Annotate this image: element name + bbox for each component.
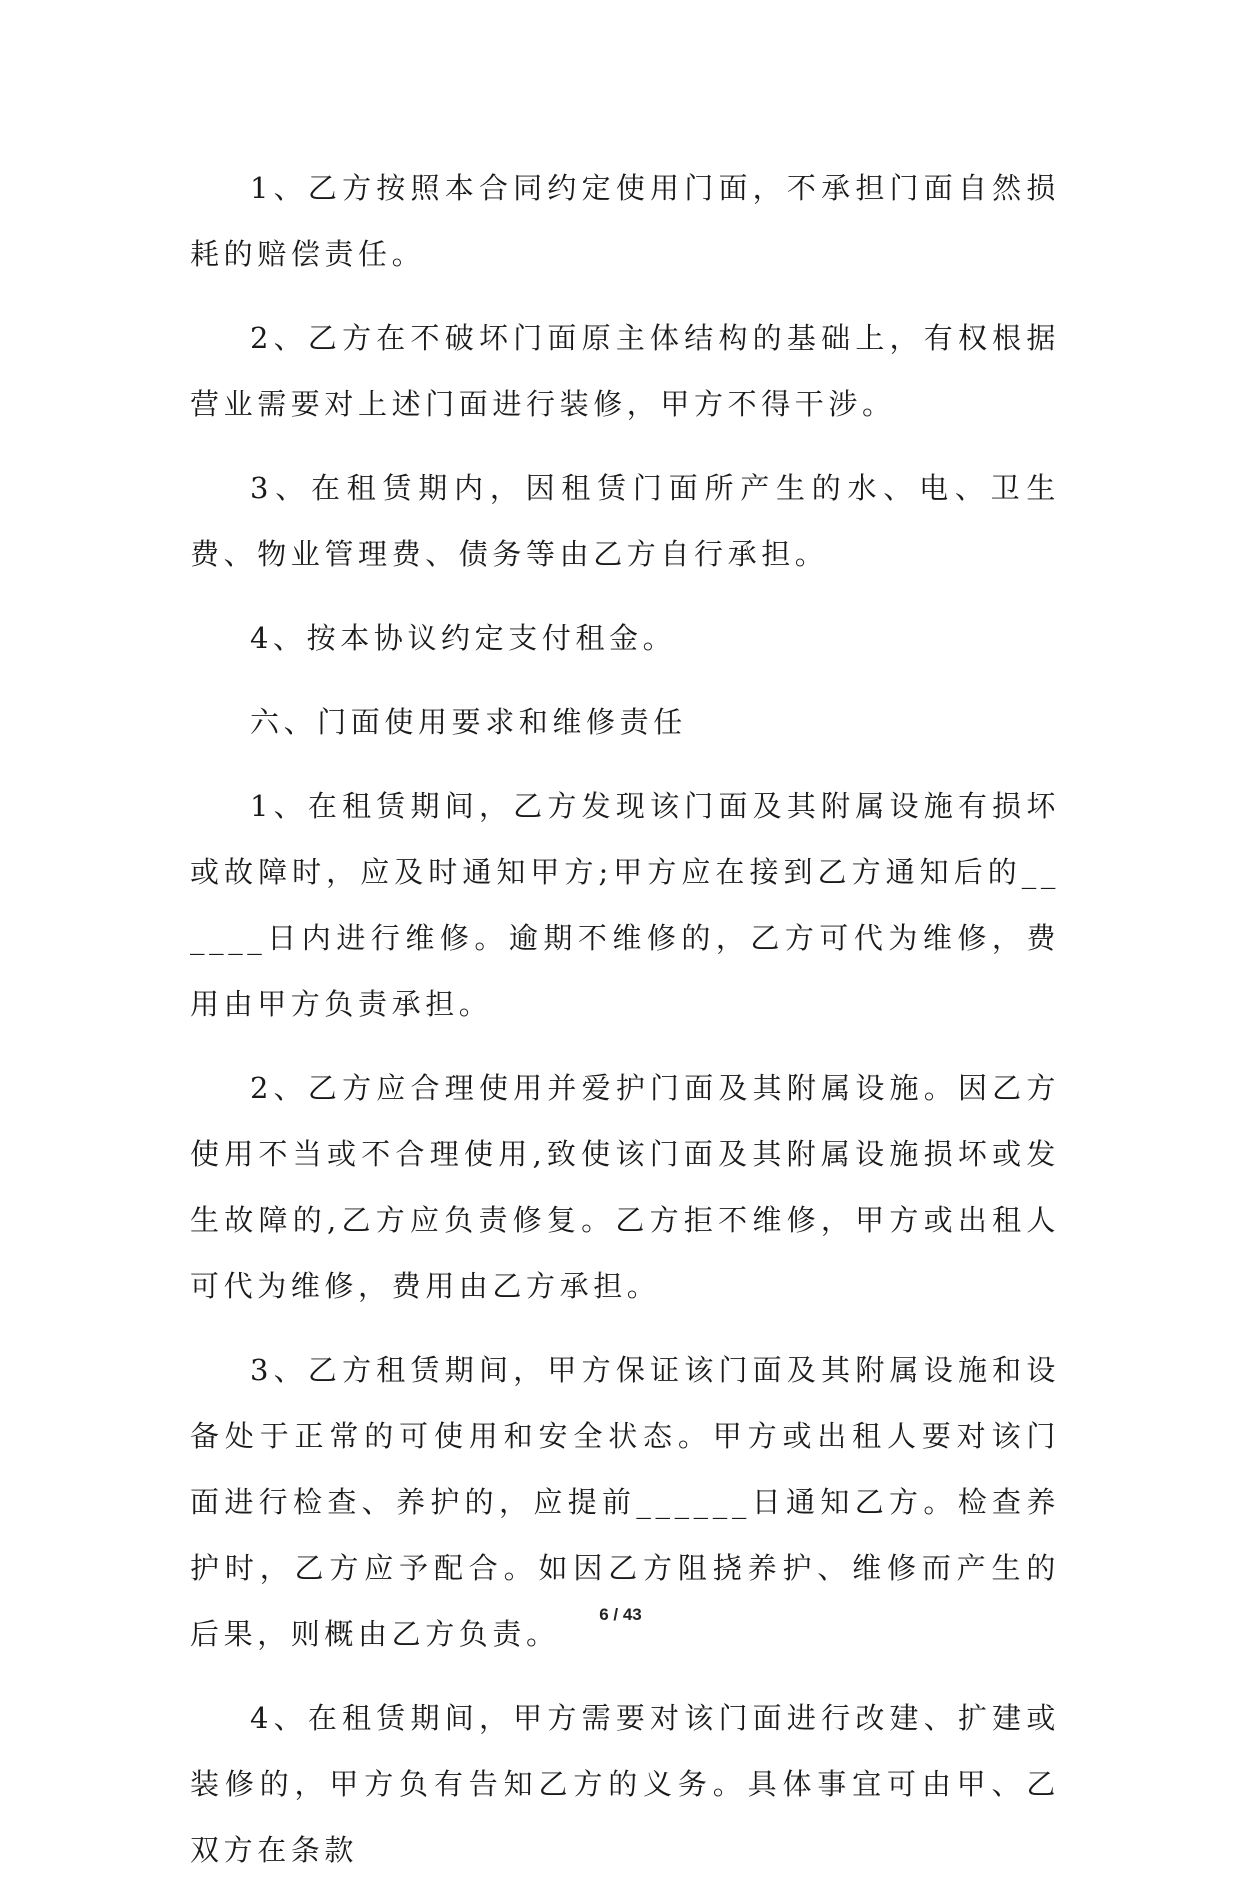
section-heading: 六、门面使用要求和维修责任 [250, 705, 687, 739]
paragraph-2: 2、乙方在不破坏门面原主体结构的基础上，有权根据营业需要对上述门面进行装修，甲方不得干涉。 [190, 321, 1060, 421]
page-number: 6 / 43 [599, 1605, 642, 1624]
paragraph-3: 3、在租赁期内，因租赁门面所产生的水、电、卫生费、物业管理费、债务等由乙方自行承担。 [190, 471, 1060, 571]
paragraph-4: 4、按本协议约定支付租金。 [250, 621, 677, 655]
paragraph-7: 2、乙方应合理使用并爱护门面及其附属设施。因乙方使用不当或不合理使用,致使该门面及其附属设施损坏或发生故障的,乙方应负责修复。乙方拒不维修，甲方或出租人可代为维修，费用由乙方承担。 [190, 1071, 1060, 1303]
paragraph-6: 1、在租赁期间，乙方发现该门面及其附属设施有损坏或故障时，应及时通知甲方;甲方应在接到乙方通知后的______日内进行维修。逾期不维修的，乙方可代为维修，费用由甲方负责承担。 [190, 789, 1060, 1021]
paragraph-8: 3、乙方租赁期间，甲方保证该门面及其附属设施和设备处于正常的可使用和安全状态。甲方或出租人要对该门面进行检查、养护的，应提前______日通知乙方。检查养护时，乙方应予配合。如因乙方阻挠养护、维修而产生的后果，则概由乙方负责。 [190, 1353, 1060, 1651]
paragraph-9: 4、在租赁期间，甲方需要对该门面进行改建、扩建或装修的，甲方负有告知乙方的义务。具体事宜可由甲、乙双方在条款 [190, 1701, 1060, 1867]
body-text [190, 155, 1060, 1901]
paragraph-1: 1、乙方按照本合同约定使用门面，不承担门面自然损耗的赔偿责任。 [190, 171, 1060, 271]
